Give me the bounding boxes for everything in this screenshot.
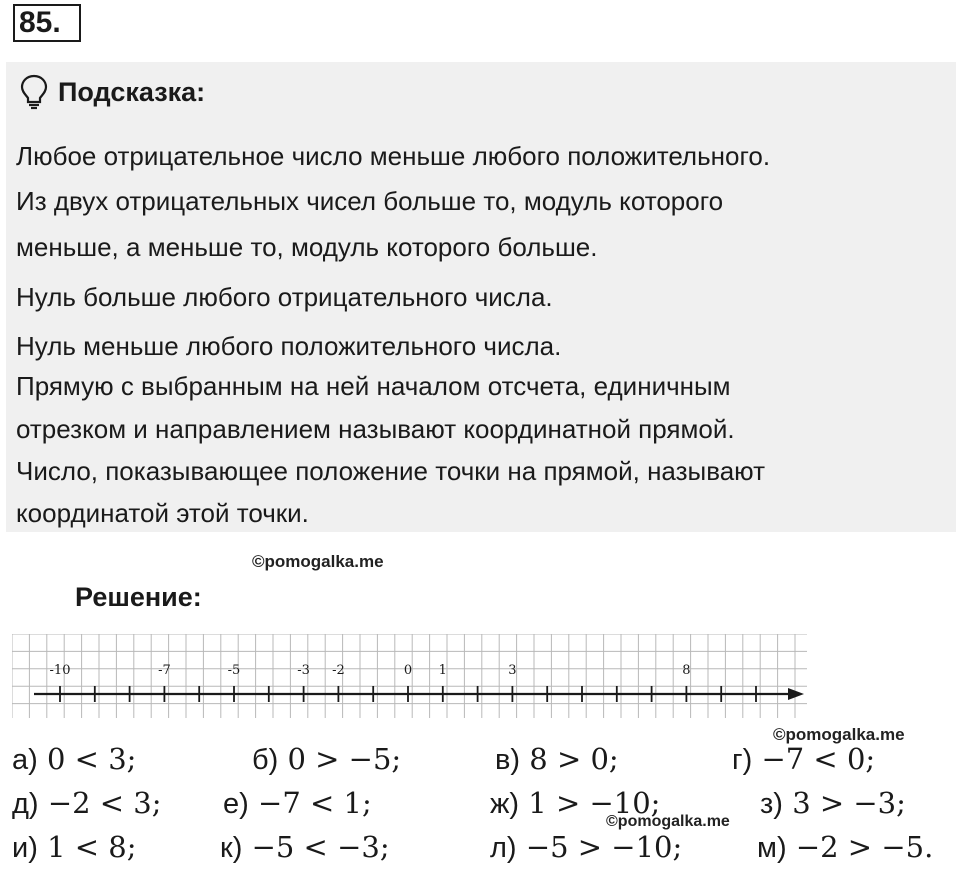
axis-label: -7 [158, 663, 171, 678]
axis-label: -2 [332, 663, 345, 678]
answer-expr: −2 > −5. [795, 830, 934, 864]
hint-line: Прямую с выбранным на ней началом отсчета, единичным [16, 371, 731, 401]
answer-l [490, 830, 682, 865]
answer-letter: ж) [490, 788, 520, 820]
hint-line: Из двух отрицательных чисел больше то, модуль которого [16, 186, 724, 216]
answer-k [220, 830, 390, 865]
answer-expr: 1 > −10; [528, 786, 661, 820]
answer-letter: з) [760, 788, 783, 820]
answer-letter: б) [252, 744, 279, 776]
axis-label: 1 [438, 663, 447, 678]
answer-i [12, 830, 137, 865]
answer-expr: −5 > −10; [525, 830, 683, 864]
answer-expr: 0 < 3; [47, 742, 137, 776]
axis-arrow-icon [788, 688, 804, 700]
axis-label: -10 [49, 663, 71, 678]
axis-label: 0 [403, 663, 413, 678]
hint-title [20, 74, 205, 110]
answer-d [12, 786, 162, 821]
axis-label: 3 [508, 663, 517, 678]
answer-expr: −7 < 0; [761, 742, 876, 776]
answer-letter: а) [12, 744, 38, 776]
answer-g [732, 742, 875, 777]
answer-z [760, 786, 906, 821]
hint-line: Любое отрицательное число меньше любого положительного. [16, 141, 771, 171]
answer-expr: −2 < 3; [47, 786, 162, 820]
task-number: 85. [13, 4, 81, 42]
hint-line: отрезком и направлением называют координатной прямой. [16, 414, 735, 444]
answer-m [757, 830, 933, 865]
answer-e [223, 786, 372, 821]
answer-letter: в) [495, 744, 521, 776]
hint-line: меньше, а меньше то, модуль которого больше. [16, 232, 598, 262]
answer-letter: д) [12, 788, 39, 820]
hint-line: координатой этой точки. [16, 498, 309, 528]
hint-line: Число, показывающее положение точки на прямой, называют [16, 456, 766, 486]
axis-label: 8 [682, 663, 691, 678]
axis-label: -3 [297, 663, 310, 678]
answer-expr: 0 > −5; [287, 742, 402, 776]
answer-expr: 8 > 0; [529, 742, 619, 776]
answer-b [252, 742, 401, 777]
watermark: ©pomogalka.me [773, 725, 905, 744]
answer-letter: м) [757, 832, 787, 864]
hint-box [6, 62, 956, 532]
answer-letter: к) [220, 832, 243, 864]
answer-letter: и) [12, 832, 38, 864]
answer-expr: 3 > −3; [792, 786, 906, 820]
axis-label: -5 [227, 663, 241, 678]
watermark: ©pomogalka.me [252, 552, 384, 571]
lightbulb-icon [20, 74, 48, 110]
hint-line: Нуль меньше любого положительного числа. [16, 331, 562, 361]
answer-letter: е) [223, 788, 249, 820]
hint-line: Нуль больше любого отрицательного числа. [16, 282, 553, 312]
answer-expr: −5 < −3; [251, 830, 390, 864]
answer-letter: г) [732, 744, 753, 776]
answer-zh [490, 786, 660, 821]
hint-title-text: Подсказка: [58, 76, 206, 107]
answer-a [12, 742, 136, 777]
answer-v [495, 742, 619, 777]
solution-title: Решение: [75, 582, 202, 612]
watermark: ©pomogalka.me [606, 813, 730, 830]
answer-letter: л) [490, 832, 517, 864]
answer-expr: 1 < 8; [47, 830, 137, 864]
coordinate-line [12, 634, 807, 718]
answer-expr: −7 < 1; [258, 786, 372, 820]
